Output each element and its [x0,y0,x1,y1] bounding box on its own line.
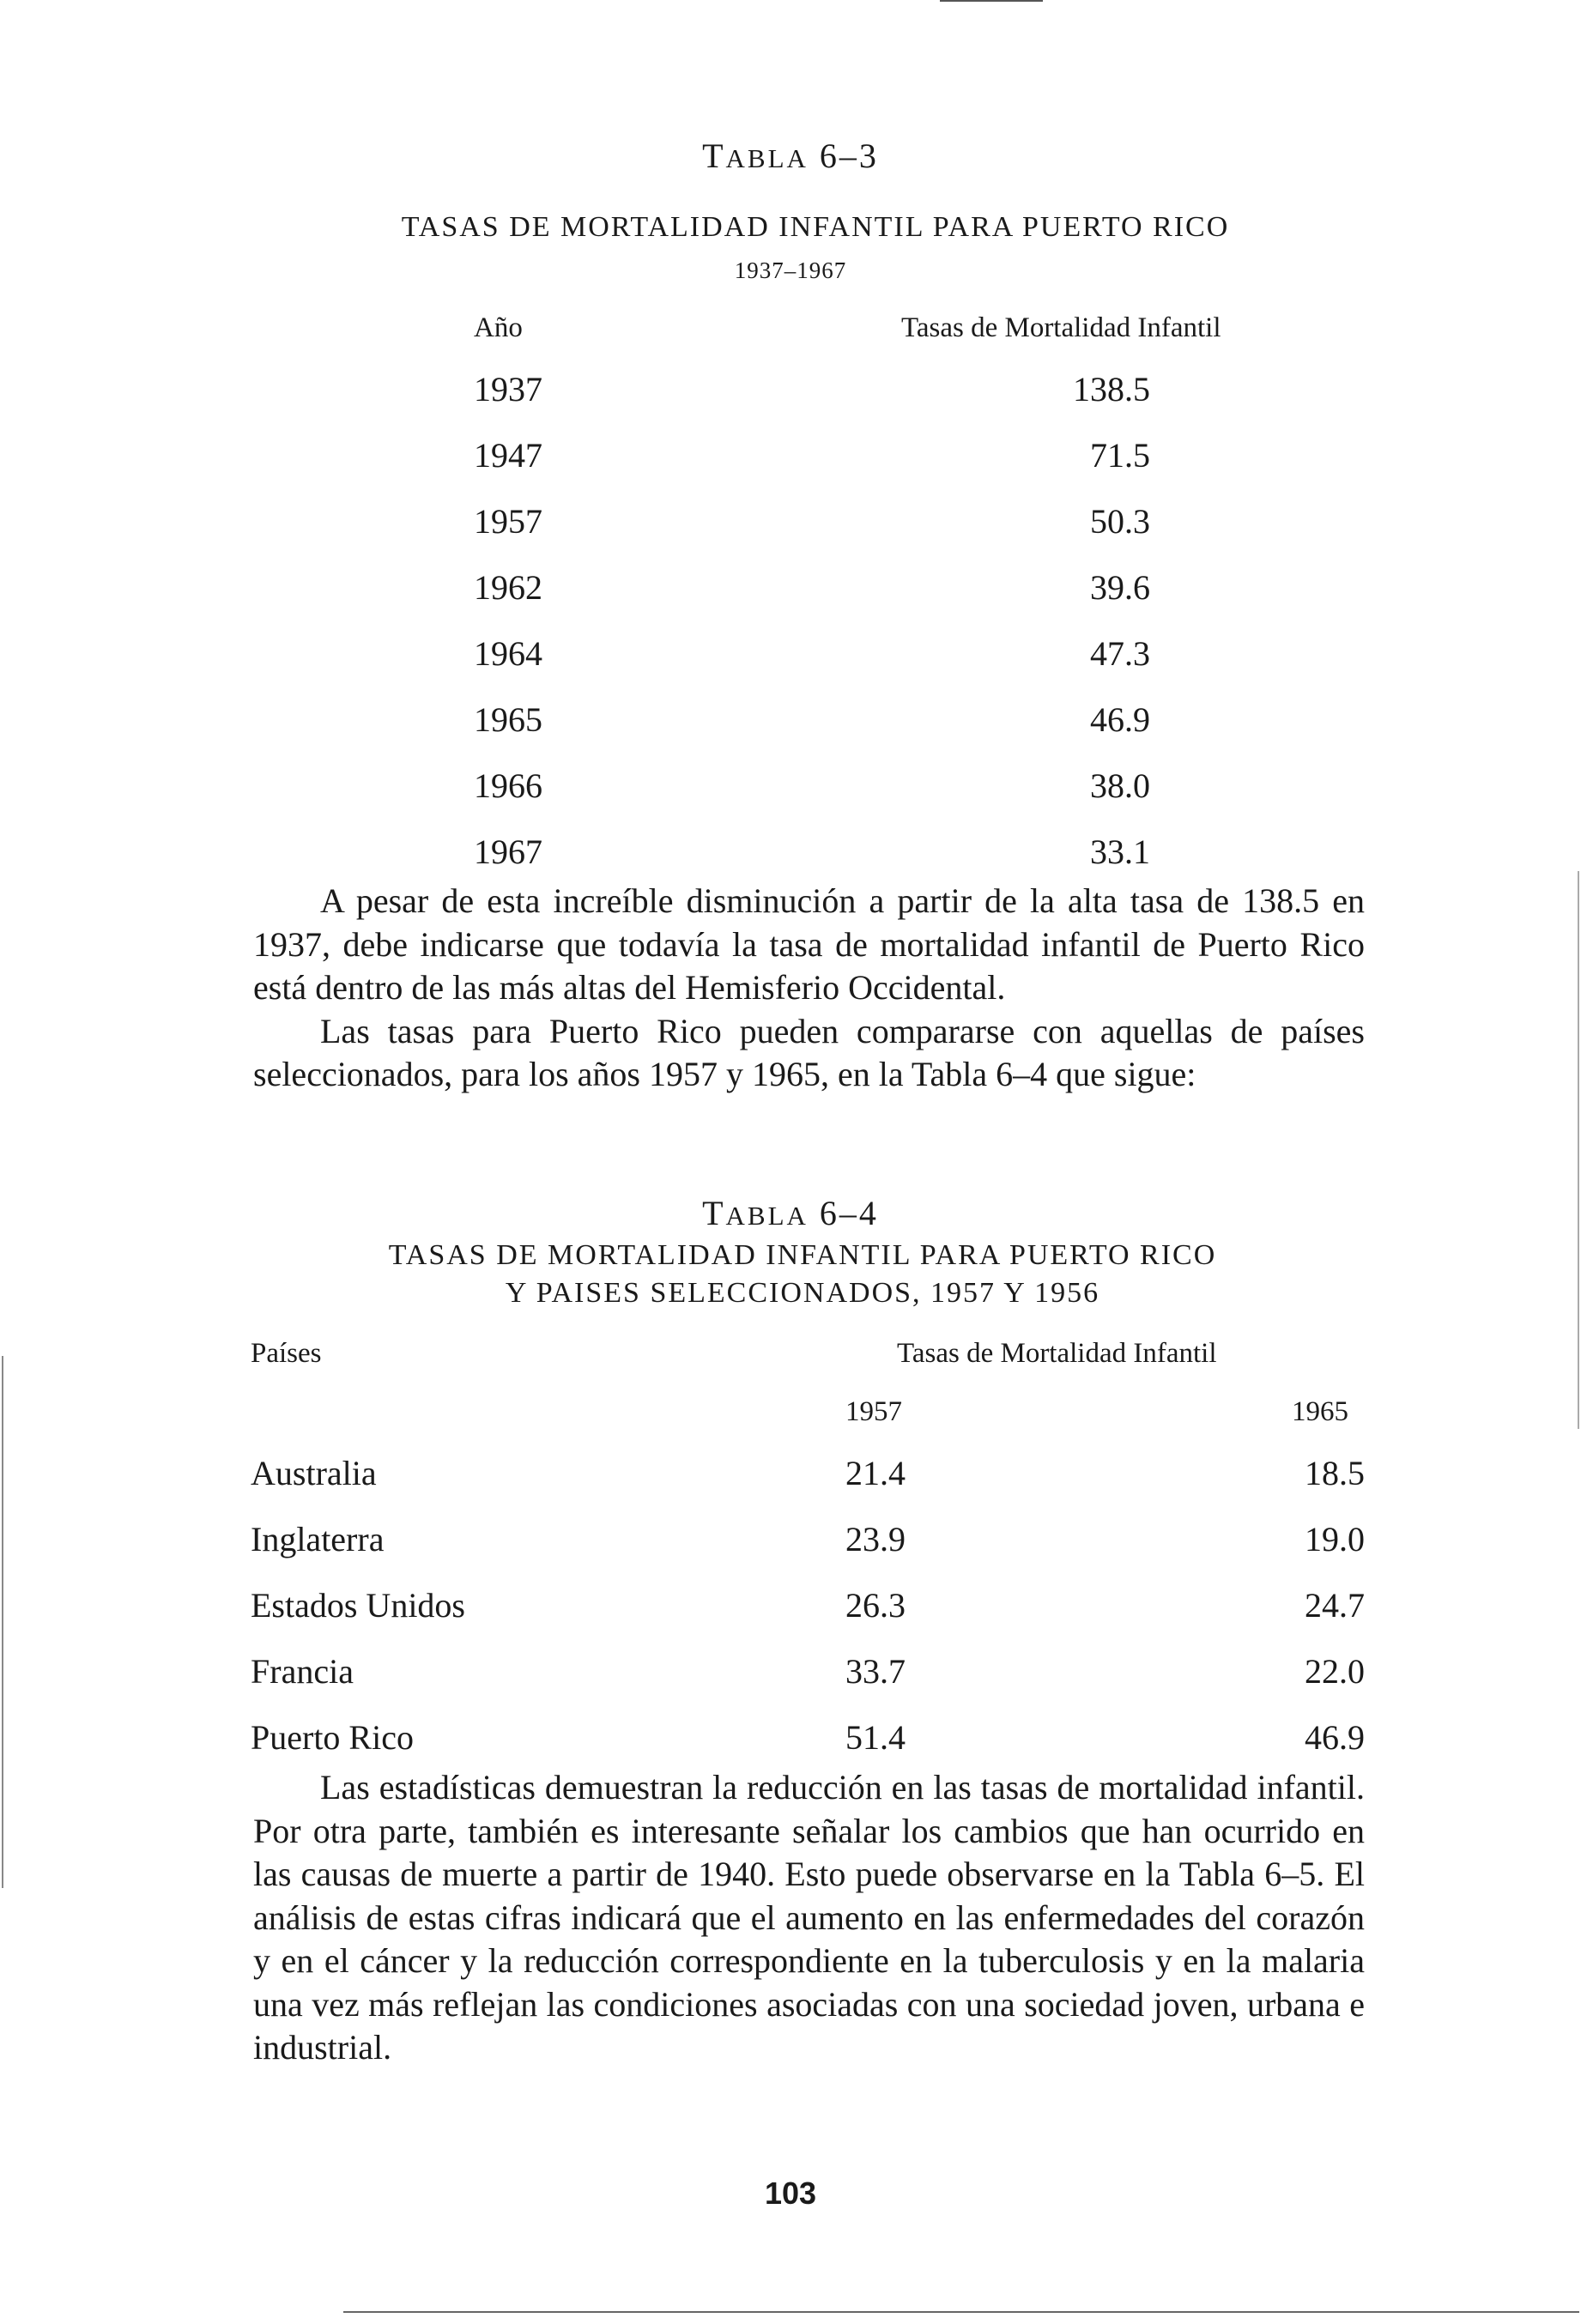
scan-edge-left [2,1356,3,1888]
table-6-3-subtitle: TASAS DE MORTALIDAD INFANTIL PARA PUERTO RICO [401,211,1230,243]
country-cell: Puerto Rico [251,1718,414,1757]
rate-1957-cell: 51.4 [845,1718,906,1757]
year-cell: 1937 [474,370,542,409]
year-cell: 1967 [474,832,542,871]
rate-cell: 46.9 [1090,700,1150,739]
year-cell: 1957 [474,502,542,541]
column-header-1965: 1965 [1292,1396,1348,1427]
table-6-4-subtitle: TASAS DE MORTALIDAD INFANTIL PARA PUERTO RICO [388,1239,1217,1271]
bottom-rule [343,2311,1579,2313]
rate-1965-cell: 19.0 [1305,1520,1365,1558]
rate-cell: 71.5 [1090,436,1150,475]
table-6-3-title: TABLA 6–3 [702,136,879,175]
paragraph: A pesar de esta increíble disminución a partir de la alta tasa de 138.5 en 1937, debe indicarse que todavía la tasa de mortalidad infantil de Puerto Rico está dentro de las más altas del Hemisferio Occidental. [253,881,1365,1007]
year-cell: 1964 [474,634,542,673]
table-6-3-years: 1937–1967 [734,257,847,283]
rate-1957-cell: 23.9 [845,1520,906,1558]
year-cell: 1966 [474,766,542,805]
year-cell: 1947 [474,436,542,475]
country-cell: Inglaterra [251,1520,385,1558]
rate-cell: 138.5 [1073,370,1150,409]
top-rule [940,0,1043,2]
column-header-rate: Tasas de Mortalidad Infantil [901,312,1221,343]
page-number: 103 [764,2176,817,2211]
paragraph: Las estadísticas demuestran la reducción en las tasas de mortalidad infantil. Por otra parte, también es interesante señalar los cambios que han ocurrido en las causas de muerte a partir de 1940. Esto puede observarse en la Tabla 6–5. El análisis de estas cifras indicará que el aumento en las enfermedades del corazón y en el cáncer y la reducción correspondiente en la tuberculosis y en la malaria una vez más reflejan las condiciones asociadas con una sociedad joven, urbana e industrial. [253,1768,1365,2067]
rate-cell: 39.6 [1090,568,1150,607]
body-text-upper [253,880,1365,1097]
paragraph: Las tasas para Puerto Rico pueden compararse con aquellas de países seleccionados, para los años 1957 y 1965, en la Tabla 6–4 que sigue: [253,1011,1365,1093]
column-header-country: Países [251,1338,322,1369]
country-cell: Estados Unidos [251,1586,465,1625]
country-cell: Francia [251,1652,354,1691]
rate-1957-cell: 21.4 [845,1454,906,1492]
year-cell: 1965 [474,700,542,739]
rate-1965-cell: 18.5 [1305,1454,1365,1492]
rate-1957-cell: 33.7 [845,1652,906,1691]
rate-cell: 38.0 [1090,766,1150,805]
rate-1965-cell: 24.7 [1305,1586,1365,1625]
table-6-4-title: TABLA 6–4 [702,1194,879,1232]
country-cell: Australia [251,1454,377,1492]
column-header-rates: Tasas de Mortalidad Infantil [897,1338,1217,1369]
scan-edge-right [1578,871,1579,1429]
rate-cell: 47.3 [1090,634,1150,673]
rate-cell: 33.1 [1090,832,1150,871]
rate-cell: 50.3 [1090,502,1150,541]
rate-1965-cell: 46.9 [1305,1718,1365,1757]
column-header-1957: 1957 [845,1396,902,1427]
column-header-year: Año [474,312,523,343]
rate-1965-cell: 22.0 [1305,1652,1365,1691]
rate-1957-cell: 26.3 [845,1586,906,1625]
year-cell: 1962 [474,568,542,607]
body-text-lower [253,1766,1365,2070]
table-6-4-subtitle-2: Y PAISES SELECCIONADOS, 1957 Y 1956 [505,1277,1100,1309]
